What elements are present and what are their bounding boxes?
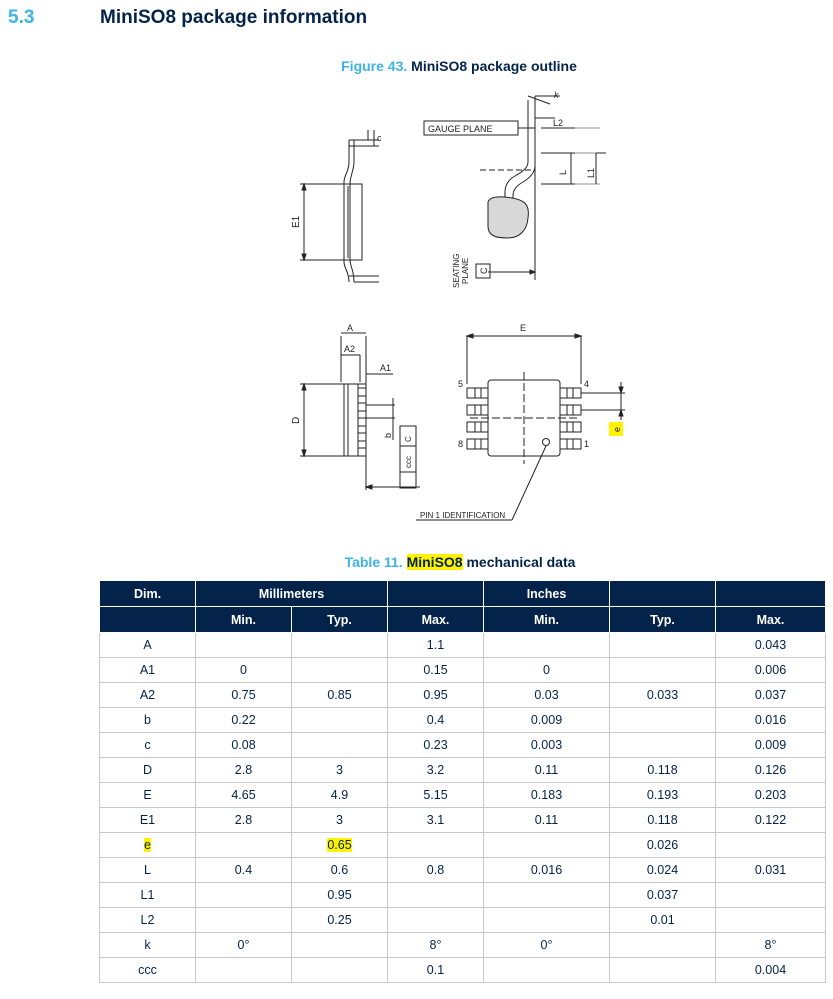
value-cell (388, 658, 484, 683)
cell-text: 0.6 (330, 863, 349, 877)
table-row (100, 733, 826, 758)
value-cell (716, 658, 826, 683)
value-cell (484, 808, 610, 833)
label-pin8: 8 (458, 439, 464, 449)
table-row (100, 683, 826, 708)
cell-text: 0.95 (423, 688, 448, 702)
cell-text: 0.004 (754, 963, 787, 977)
label-gauge-plane: GAUGE PLANE (428, 124, 493, 134)
table-row (100, 933, 826, 958)
table-row (100, 658, 826, 683)
value-cell (196, 808, 292, 833)
value-cell (196, 708, 292, 733)
subheader: Max. (388, 607, 484, 633)
cell-text: 0.031 (754, 863, 787, 877)
label-pin4: 4 (584, 379, 590, 389)
value-cell (292, 633, 388, 658)
value-cell (196, 833, 292, 858)
cell-text: 0.08 (231, 738, 256, 752)
cell-text: 0° (540, 938, 553, 952)
value-cell (196, 733, 292, 758)
subheader: Min. (484, 607, 610, 633)
value-cell (388, 783, 484, 808)
value-cell (196, 933, 292, 958)
value-cell (716, 633, 826, 658)
value-cell (388, 883, 484, 908)
value-cell (484, 833, 610, 858)
value-cell (484, 733, 610, 758)
dim-cell (100, 958, 196, 983)
value-cell (610, 858, 716, 883)
table-title-highlight: MiniSO8 (406, 554, 463, 570)
value-cell (716, 883, 826, 908)
header-millimeters: Millimeters (196, 581, 388, 607)
dim-cell (100, 908, 196, 933)
cell-text: 0.037 (646, 888, 679, 902)
value-cell (292, 858, 388, 883)
subheader (100, 607, 196, 633)
value-cell (610, 733, 716, 758)
cell-text: 0.1 (426, 963, 445, 977)
dim-cell (100, 808, 196, 833)
table-row (100, 958, 826, 983)
value-cell (292, 833, 388, 858)
cell-text: 0.016 (530, 863, 563, 877)
cell-text: 0.118 (647, 763, 678, 777)
cell-text: k (144, 938, 151, 952)
table-title-rest: mechanical data (462, 554, 576, 570)
cell-text: 5.15 (423, 788, 448, 802)
table-row (100, 758, 826, 783)
value-cell (292, 733, 388, 758)
value-cell (610, 708, 716, 733)
dim-cell (100, 633, 196, 658)
label-e-top: E (520, 323, 527, 333)
value-cell (484, 783, 610, 808)
value-cell (484, 633, 610, 658)
value-cell (292, 783, 388, 808)
header-blank-3 (716, 581, 826, 607)
cell-text: 0.043 (754, 638, 787, 652)
cell-text: 0.126 (754, 763, 787, 777)
value-cell (484, 683, 610, 708)
cell-text: 0.65 (327, 838, 352, 852)
value-cell (610, 958, 716, 983)
table-body (100, 633, 826, 983)
cell-text: 0.22 (231, 713, 256, 727)
cell-text: 3 (336, 763, 343, 777)
value-cell (292, 908, 388, 933)
value-cell (484, 958, 610, 983)
section-number: 5.3 (8, 7, 35, 28)
label-pin1-identification: PIN 1 IDENTIFICATION (420, 511, 506, 520)
cell-text: c (144, 738, 151, 752)
cell-text: 0.037 (754, 688, 787, 702)
value-cell (610, 633, 716, 658)
dim-cell (100, 708, 196, 733)
cell-text: 0.11 (534, 813, 559, 827)
cell-text: 0.01 (650, 913, 675, 927)
cell-text: 0.122 (754, 813, 787, 827)
cell-text: 0.009 (530, 713, 563, 727)
value-cell (716, 958, 826, 983)
value-cell (388, 633, 484, 658)
top-view-e (416, 334, 625, 520)
value-cell (610, 883, 716, 908)
cell-text: 0.03 (534, 688, 559, 702)
cell-text: 2.8 (234, 763, 253, 777)
cell-text: 0.25 (327, 913, 352, 927)
header-dim: Dim. (100, 581, 196, 607)
cell-text: 0.75 (231, 688, 256, 702)
cell-text: 0.193 (646, 788, 679, 802)
label-plane: PLANE (461, 257, 470, 284)
value-cell (610, 758, 716, 783)
value-cell (292, 883, 388, 908)
cell-text: 0 (240, 663, 247, 677)
value-cell (610, 658, 716, 683)
value-cell (388, 733, 484, 758)
label-k: k (554, 90, 559, 100)
header-row-1 (100, 581, 826, 607)
label-a: A (347, 323, 354, 333)
subheader: Typ. (610, 607, 716, 633)
label-seating: SEATING (452, 253, 461, 288)
cell-text: A2 (139, 688, 156, 702)
cell-text: ccc (138, 963, 157, 977)
cell-text: e (144, 838, 151, 852)
cell-text: b (144, 713, 151, 727)
cell-text: 8° (429, 938, 442, 952)
table-row (100, 833, 826, 858)
value-cell (196, 883, 292, 908)
cell-text: A (143, 638, 152, 652)
cell-text: 8° (764, 938, 777, 952)
label-ccc: ccc (404, 456, 413, 468)
value-cell (610, 808, 716, 833)
value-cell (484, 908, 610, 933)
value-cell (292, 933, 388, 958)
value-cell (484, 708, 610, 733)
value-cell (196, 783, 292, 808)
figure-title: MiniSO8 package outline (411, 58, 577, 74)
mechanical-data-table (99, 580, 826, 983)
cell-text: 0.033 (646, 688, 679, 702)
value-cell (292, 958, 388, 983)
value-cell (388, 808, 484, 833)
value-cell (484, 758, 610, 783)
dim-cell (100, 833, 196, 858)
cell-text: 0.4 (426, 713, 445, 727)
label-l: L (558, 169, 568, 175)
cell-text: 0.006 (754, 663, 787, 677)
value-cell (610, 833, 716, 858)
value-cell (484, 858, 610, 883)
dim-cell (100, 883, 196, 908)
value-cell (292, 708, 388, 733)
cell-text: 4.65 (231, 788, 256, 802)
label-c-ref-side: C (404, 436, 413, 442)
cell-text: E (143, 788, 152, 802)
header-inches: Inches (484, 581, 610, 607)
value-cell (292, 808, 388, 833)
side-view-e1 (300, 130, 379, 282)
cell-text: 0.95 (327, 888, 352, 902)
value-cell (716, 858, 826, 883)
cell-text: 0° (237, 938, 250, 952)
value-cell (716, 783, 826, 808)
table-row (100, 858, 826, 883)
label-c-ref-lead: C (479, 267, 489, 274)
value-cell (610, 933, 716, 958)
value-cell (388, 933, 484, 958)
value-cell (716, 908, 826, 933)
value-cell (196, 858, 292, 883)
label-pin5: 5 (458, 379, 464, 389)
cell-text: 0.016 (754, 713, 787, 727)
cell-text: 0.024 (646, 863, 679, 877)
value-cell (716, 808, 826, 833)
cell-text: 0.003 (530, 738, 563, 752)
cell-text: 2.8 (234, 813, 253, 827)
label-a2: A2 (344, 344, 356, 354)
dim-cell (100, 783, 196, 808)
cell-text: 0.23 (423, 738, 448, 752)
dim-cell (100, 683, 196, 708)
dim-cell (100, 858, 196, 883)
value-cell (716, 708, 826, 733)
cell-text: 0.85 (327, 688, 352, 702)
value-cell (196, 758, 292, 783)
label-d: D (291, 416, 302, 424)
cell-text: 0.026 (646, 838, 679, 852)
cell-text: 0.118 (647, 813, 678, 827)
value-cell (610, 783, 716, 808)
value-cell (610, 908, 716, 933)
header-row-2 (100, 607, 826, 633)
value-cell (716, 933, 826, 958)
section-title: MiniSO8 package information (100, 7, 368, 28)
cell-text: 0.203 (754, 788, 787, 802)
value-cell (292, 658, 388, 683)
value-cell (484, 658, 610, 683)
value-cell (196, 683, 292, 708)
value-cell (388, 708, 484, 733)
table-row (100, 783, 826, 808)
cell-text: A1 (139, 663, 156, 677)
cell-text: 0.8 (426, 863, 445, 877)
cell-text: 0.4 (234, 863, 253, 877)
value-cell (196, 908, 292, 933)
subheader: Max. (716, 607, 826, 633)
value-cell (716, 758, 826, 783)
figure-label: Figure 43. (341, 58, 408, 74)
header-blank-2 (610, 581, 716, 607)
subheader: Min. (196, 607, 292, 633)
dim-cell (100, 658, 196, 683)
cell-text: 4.9 (330, 788, 349, 802)
value-cell (388, 858, 484, 883)
value-cell (292, 758, 388, 783)
value-cell (716, 683, 826, 708)
header-blank-1 (388, 581, 484, 607)
value-cell (716, 733, 826, 758)
cell-text: E1 (139, 813, 156, 827)
value-cell (196, 958, 292, 983)
cell-text: 0.15 (423, 663, 448, 677)
table-row (100, 808, 826, 833)
cell-text: 0.009 (754, 738, 787, 752)
value-cell (484, 933, 610, 958)
label-c-side: c (377, 133, 382, 143)
label-b: b (383, 432, 393, 438)
table-label: Table 11. (344, 554, 403, 570)
dim-cell (100, 758, 196, 783)
cell-text: 3.2 (426, 763, 445, 777)
cell-text: D (142, 763, 153, 777)
value-cell (610, 683, 716, 708)
table-caption (0, 554, 833, 570)
dim-cell (100, 733, 196, 758)
value-cell (388, 958, 484, 983)
cell-text: 0.183 (530, 788, 563, 802)
cell-text: L (144, 863, 151, 877)
cell-text: 1.1 (426, 638, 445, 652)
value-cell (484, 883, 610, 908)
table-row (100, 883, 826, 908)
cell-text: 0 (543, 663, 550, 677)
value-cell (716, 833, 826, 858)
cell-text: 0.11 (534, 763, 559, 777)
value-cell (388, 833, 484, 858)
cell-text: 3 (336, 813, 343, 827)
value-cell (388, 683, 484, 708)
dim-cell (100, 933, 196, 958)
value-cell (388, 758, 484, 783)
label-e1: E1 (291, 215, 302, 228)
label-pin1: 1 (584, 439, 590, 449)
label-l1: L1 (586, 167, 596, 178)
label-e-pitch: e (612, 426, 622, 432)
cell-text: L2 (140, 913, 155, 927)
value-cell (196, 658, 292, 683)
table-row (100, 633, 826, 658)
table-row (100, 708, 826, 733)
table-row (100, 908, 826, 933)
subheader: Typ. (292, 607, 388, 633)
cell-text: L1 (140, 888, 155, 902)
label-a1: A1 (380, 363, 392, 373)
label-l2: L2 (553, 118, 564, 128)
value-cell (292, 683, 388, 708)
cell-text: 3.1 (426, 813, 445, 827)
value-cell (196, 633, 292, 658)
value-cell (388, 908, 484, 933)
side-view-d (300, 333, 420, 490)
